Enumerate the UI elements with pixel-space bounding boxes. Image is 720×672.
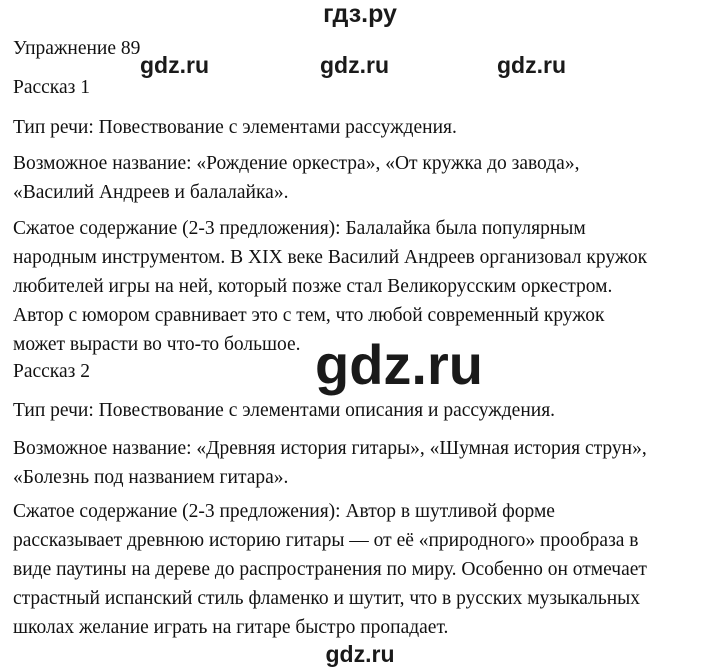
text-line: школах желание играть на гитаре быстро пропадает. <box>13 617 449 638</box>
text-line: рассказывает древнюю историю гитары — от её «природного» прообраза в <box>13 530 639 551</box>
story2-summary <box>13 497 713 642</box>
watermark-1: gdz.ru <box>140 52 209 78</box>
text-line: Возможное название: «Рождение оркестра», «От кружка до завода», <box>13 153 580 174</box>
text-line: Автор с юмором сравнивает это с тем, что любой современный кружок <box>13 305 605 326</box>
story1-title-options <box>13 149 713 207</box>
text-line: «Василий Андреев и балалайка». <box>13 182 289 203</box>
exercise-title: Упражнение 89 <box>13 38 141 59</box>
site-watermark-top: гдз.ру <box>323 0 397 28</box>
story1-summary <box>13 214 713 359</box>
story1-heading: Рассказ 1 <box>13 77 90 98</box>
text-line: Сжатое содержание (2-3 предложения): Автор в шутливой форме <box>13 501 555 522</box>
watermark-2: gdz.ru <box>320 52 389 78</box>
text-line: Сжатое содержание (2-3 предложения): Балалайка была популярным <box>13 218 586 239</box>
watermark-3: gdz.ru <box>497 52 566 78</box>
text-line: может вырасти во что-то большое. <box>13 334 301 355</box>
text-line: Возможное название: «Древняя история гитары», «Шумная история струн», <box>13 438 647 459</box>
watermark-large: gdz.ru <box>315 333 483 396</box>
story1-speech-type: Тип речи: Повествование с элементами рассуждения. <box>13 117 457 138</box>
story2-title-options <box>13 434 713 492</box>
story2-heading: Рассказ 2 <box>13 361 90 382</box>
story2-speech-type: Тип речи: Повествование с элементами описания и рассуждения. <box>13 400 556 421</box>
text-line: страстный испанский стиль фламенко и шутит, что в русских музыкальных <box>13 588 641 609</box>
text-line: виде паутины на дереве до распространения по миру. Особенно он отмечает <box>13 559 647 580</box>
text-line: народным инструментом. В XIX веке Василий Андреев организовал кружок <box>13 247 648 268</box>
text-line: любителей игры на ней, который позже стал Великорусским оркестром. <box>13 276 613 297</box>
text-line: «Болезнь под названием гитара». <box>13 467 289 488</box>
watermark-bottom: gdz.ru <box>325 641 395 667</box>
